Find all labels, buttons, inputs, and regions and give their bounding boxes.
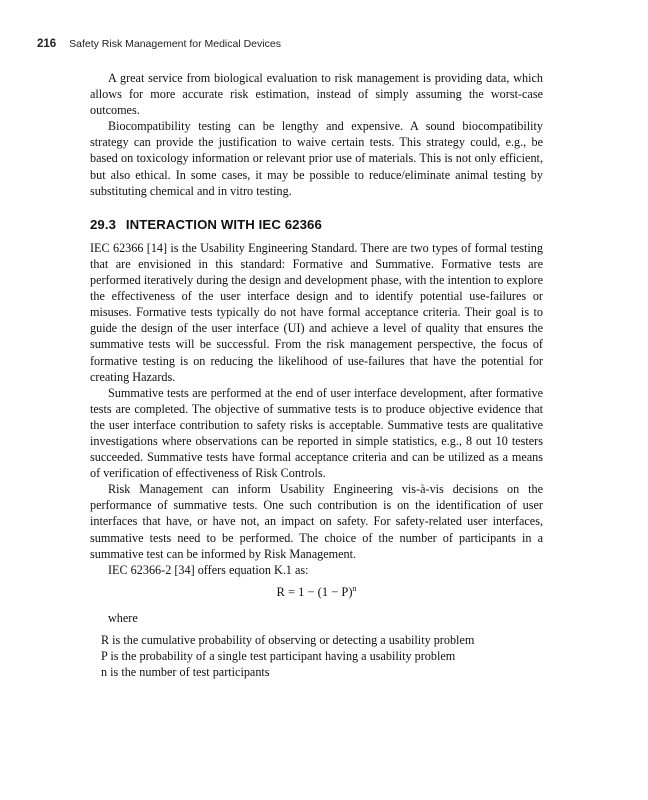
running-title: Safety Risk Management for Medical Devices xyxy=(69,38,281,50)
section-number: 29.3 xyxy=(90,216,117,232)
equation-exponent: n xyxy=(352,583,357,593)
intro-paragraph: A great service from biological evaluation to risk management is providing data, which allows for more accurate risk estimation, instead of simply assuming the worst-case outcomes. xyxy=(90,71,543,118)
section-heading xyxy=(90,217,543,233)
running-header xyxy=(37,38,597,50)
section-paragraph: Summative tests are performed at the end of user interface development, after formative tests are completed. The objective of summative tests is to produce objective evidence that the user interface contribution to safety risks is acceptable. Summative tests are qualitative investigations where observations can be reported in simple statistics, e.g., 8 out 10 testers succeeded. Summative tests have formal acceptance criteria and can be utilized as a means of verification of effectiveness of Risk Controls. xyxy=(90,385,543,481)
where-label: where xyxy=(108,610,138,625)
intro-paragraph: Biocompatibility testing can be lengthy and expensive. A sound biocompatibility strategy can provide the justification to waive certain tests. This strategy could, e.g., be based on toxicology information or relevant prior use of materials. This is not only efficient, but also ethical. In some cases, it may be possible to reduce/eliminate animal testing by substituting chemical and in vitro testing. xyxy=(90,119,543,198)
equation-base: R = 1 − (1 − P) xyxy=(276,584,353,599)
section-paragraph: Risk Management can inform Usability Engineering vis-à-vis decisions on the performance of summative tests. One such contribution is on the identification of user interfaces that have, or have not, an impact on safety. For safety-related user interfaces, summative tests need to be performed. The choice of the number of participants in a summative test can be informed by Risk Management. xyxy=(90,482,543,561)
definition-item: n is the number of test participants xyxy=(101,665,270,680)
section-paragraph: IEC 62366-2 [34] offers equation K.1 as: xyxy=(108,562,309,577)
definition-item: P is the probability of a single test participant having a usability problem xyxy=(101,649,456,664)
page-number: 216 xyxy=(37,38,57,50)
page-body xyxy=(90,70,543,680)
equation-k1 xyxy=(90,584,543,600)
section-title: INTERACTION WITH IEC 62366 xyxy=(125,216,322,232)
definition-item: R is the cumulative probability of observing or detecting a usability problem xyxy=(101,633,475,647)
section-paragraph: IEC 62366 [14] is the Usability Engineering Standard. There are two types of formal testing that are envisioned in this standard: Formative and Summative. Formative tests are performed iteratively during the design and development phase, with the intention to explore the effectiveness of the user interface design and to identify potential use-failures or misuses. Formative tests typically do not have formal acceptance criteria. Their goal is to guide the design of the user interface (UI) and achieve a level of quality that ensures the summative tests will be successful. From the risk management perspective, the focus of formative testing is on reducing the likelihood of use-failures that have the potential for creating Hazards. xyxy=(90,240,543,384)
definition-list xyxy=(90,632,543,680)
